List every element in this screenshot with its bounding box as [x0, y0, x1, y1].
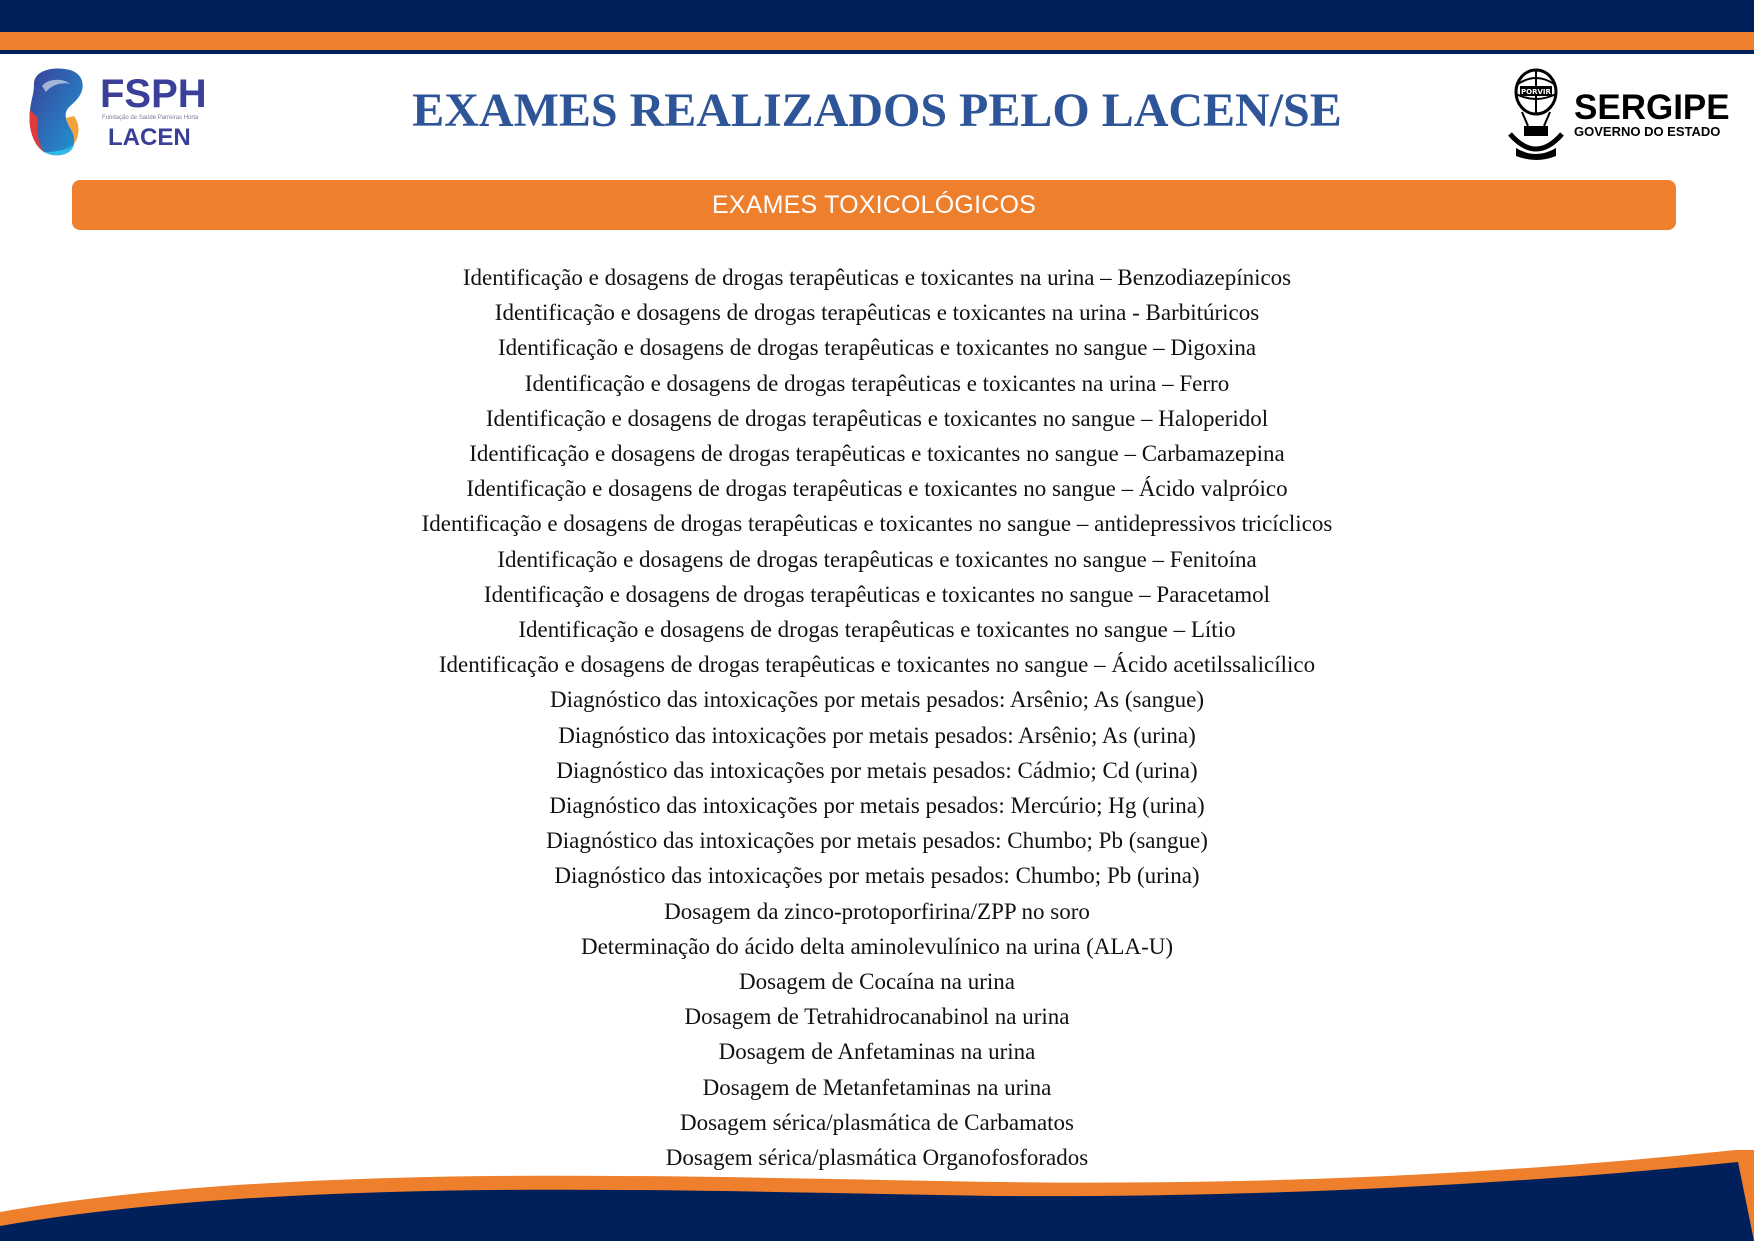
- exam-item: Identificação e dosagens de drogas terapêuticas e toxicantes na urina – Ferro: [524, 370, 1230, 396]
- sergipe-logo-name: SERGIPE: [1574, 88, 1730, 127]
- section-banner: [72, 180, 1676, 230]
- exam-item: Identificação e dosagens de drogas terapêuticas e toxicantes no sangue – Paracetamol: [483, 581, 1271, 607]
- exam-item: Dosagem sérica/plasmática Organofosforados: [665, 1145, 1089, 1171]
- sergipe-logo-subtitle: GOVERNO DO ESTADO: [1574, 124, 1721, 139]
- exam-item: Identificação e dosagens de drogas terapêuticas e toxicantes no sangue – Fenitoína: [497, 546, 1257, 572]
- sergipe-government-logo: [1506, 68, 1738, 164]
- exam-item: Diagnóstico das intoxicações por metais pesados: Chumbo; Pb (sangue): [546, 828, 1208, 854]
- exam-item: Identificação e dosagens de drogas terapêuticas e toxicantes no sangue – antidepressivos tricíclicos: [421, 511, 1333, 537]
- exam-item: Identificação e dosagens de drogas terapêuticas e toxicantes no sangue – Ácido acetilssalicílico: [438, 652, 1316, 678]
- fsph-logo-name: FSPH: [100, 72, 207, 116]
- exam-item: Dosagem de Tetrahidrocanabinol na urina: [684, 1004, 1070, 1030]
- top-band-line: [0, 50, 1754, 54]
- exam-item: Diagnóstico das intoxicações por metais pesados: Arsênio; As (sangue): [549, 687, 1205, 713]
- fsph-logo-subtitle: Fundação de Saúde Parreiras Horta: [102, 115, 199, 121]
- top-band-navy: [0, 0, 1754, 32]
- exam-item: Identificação e dosagens de drogas terapêuticas e toxicantes na urina - Barbitúricos: [494, 300, 1260, 326]
- exam-item: Identificação e dosagens de drogas terapêuticas e toxicantes no sangue – Lítio: [518, 617, 1236, 643]
- exam-item: Dosagem da zinco-protoporfirina/ZPP no soro: [664, 898, 1090, 924]
- page-title: EXAMES REALIZADOS PELO LACEN/SE: [412, 84, 1342, 137]
- exam-item: Determinação do ácido delta aminolevulínico na urina (ALA-U): [580, 933, 1174, 959]
- fsph-mark-icon: [24, 66, 94, 158]
- top-band-orange: [0, 32, 1754, 50]
- exam-item: Identificação e dosagens de drogas terapêuticas e toxicantes no sangue – Ácido valpróico: [466, 476, 1288, 502]
- exam-item: Identificação e dosagens de drogas terapêuticas e toxicantes no sangue – Carbamazepina: [469, 441, 1285, 467]
- section-title: EXAMES TOXICOLÓGICOS: [712, 190, 1036, 219]
- fsph-logo-unit: LACEN: [108, 124, 191, 151]
- exam-list: [100, 260, 1654, 1175]
- exam-item: Diagnóstico das intoxicações por metais pesados: Mercúrio; Hg (urina): [549, 793, 1205, 819]
- exam-item: Diagnóstico das intoxicações por metais pesados: Arsênio; As (urina): [558, 722, 1196, 748]
- exam-item: Identificação e dosagens de drogas terapêuticas e toxicantes no sangue – Haloperidol: [485, 405, 1269, 431]
- exam-item: Identificação e dosagens de drogas terapêuticas e toxicantes na urina – Benzodiazepínicos: [462, 265, 1292, 290]
- exam-item: Dosagem de Anfetaminas na urina: [718, 1039, 1036, 1065]
- exam-item: Dosagem sérica/plasmática de Carbamatos: [679, 1109, 1075, 1135]
- sergipe-emblem-icon: [1506, 68, 1566, 164]
- exam-item: Diagnóstico das intoxicações por metais pesados: Chumbo; Pb (urina): [554, 863, 1200, 889]
- exam-item: Diagnóstico das intoxicações por metais pesados: Cádmio; Cd (urina): [556, 757, 1198, 783]
- exam-item: Dosagem de Cocaína na urina: [739, 969, 1015, 995]
- emblem-text: PORVIR: [1521, 88, 1551, 96]
- exam-item: Dosagem de Metanfetaminas na urina: [702, 1074, 1052, 1100]
- bottom-wave-decoration: [0, 1150, 1754, 1241]
- fsph-lacen-logo: [24, 66, 207, 158]
- exam-item: Identificação e dosagens de drogas terapêuticas e toxicantes no sangue – Digoxina: [497, 335, 1257, 361]
